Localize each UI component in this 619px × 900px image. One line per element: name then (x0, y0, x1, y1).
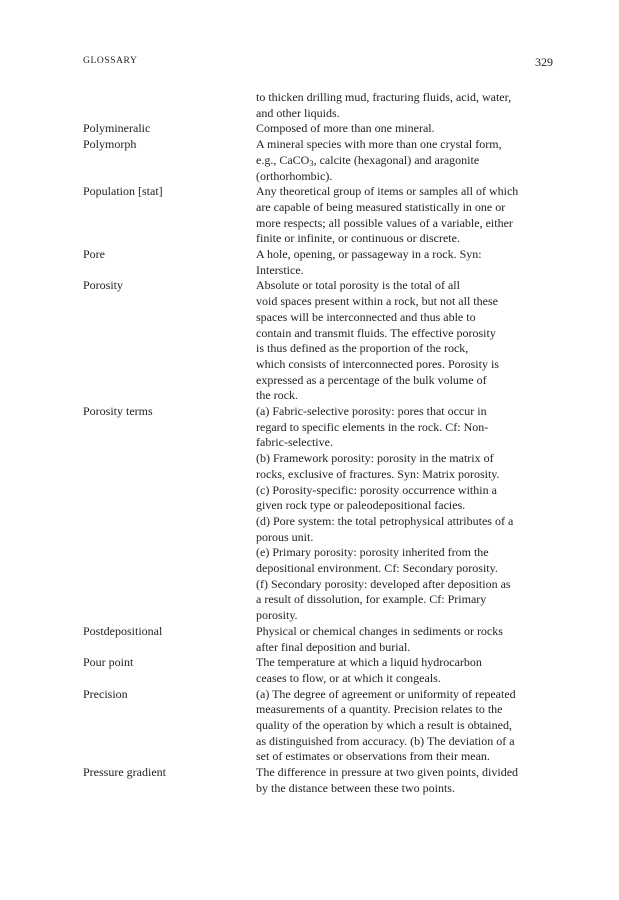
definition-line: (orthorhombic). (256, 168, 333, 183)
definition-line: (f) Secondary porosity: developed after deposition as (256, 576, 511, 591)
definition-line: given rock type or paleodepositional facies. (256, 498, 466, 513)
definition-line: (c) Porosity-specific: porosity occurrence within a (256, 482, 497, 497)
glossary-definition (256, 184, 558, 247)
definition-line: Absolute or total porosity is the total of all (256, 278, 460, 293)
definition-line: porous unit. (256, 529, 314, 544)
definition-line: is thus defined as the proportion of the rock, (256, 341, 469, 356)
glossary-definition (256, 655, 558, 686)
glossary-definition (256, 624, 558, 655)
definition-line: which consists of interconnected pores. Porosity is (256, 356, 499, 371)
definition-line: (a) Fabric-selective porosity: pores that occur in (256, 404, 487, 418)
glossary-definition (256, 137, 558, 184)
glossary-definition (256, 247, 558, 278)
definition-line: (d) Pore system: the total petrophysical attributes of a (256, 513, 514, 528)
glossary-term: Porosity terms (83, 404, 153, 418)
glossary-definition (256, 687, 558, 766)
definition-line: Interstice. (256, 262, 304, 277)
definition-line: (e) Primary porosity: porosity inherited from the (256, 545, 489, 560)
definition-line: The difference in pressure at two given points, divided (256, 765, 519, 780)
definition-line: Composed of more than one mineral. (256, 121, 435, 136)
glossary-term: Precision (83, 686, 128, 701)
definition-line: regard to specific elements in the rock. Cf: Non- (256, 419, 489, 434)
definition-line: void spaces present within a rock, but not all these (256, 294, 498, 309)
definition-line: Any theoretical group of items or samples all of which (256, 184, 519, 199)
definition-line: more respects; all possible values of a variable, either (256, 215, 513, 230)
definition-line: finite or infinite, or continuous or discrete. (256, 231, 460, 246)
definition-line: quality of the operation by which a result is obtained, (256, 718, 512, 732)
definition-line: depositional environment. Cf: Secondary porosity. (256, 561, 498, 576)
definition-line: fabric-selective. (256, 435, 333, 450)
definition-line: and other liquids. (256, 105, 340, 120)
definition-line: rocks, exclusive of fractures. Syn: Matrix porosity. (256, 466, 500, 481)
definition-line: e.g., CaCO3, calcite (hexagonal) and aragonite (256, 152, 480, 168)
definition-line: expressed as a percentage of the bulk volume of (256, 372, 487, 387)
glossary-term: Pressure gradient (83, 765, 166, 780)
definition-line: (a) The degree of agreement or uniformity of repeated (256, 686, 516, 701)
glossary-term: Polymineralic (83, 121, 151, 136)
definition-line: spaces will be interconnected and thus able to (256, 309, 476, 324)
definition-line: contain and transmit fluids. The effective porosity (256, 325, 496, 340)
glossary-term: Polymorph (83, 137, 137, 152)
definition-line: porosity. (256, 608, 298, 623)
definition-line: Physical or chemical changes in sediments or rocks (256, 623, 503, 638)
glossary-definition (256, 278, 558, 404)
glossary-definition (256, 404, 558, 624)
definition-line: ceases to flow, or at which it congeals. (256, 670, 441, 685)
definition-line: are capable of being measured statistically in one or (256, 199, 506, 214)
definition-line: A mineral species with more than one crystal form, (256, 137, 502, 152)
glossary-term: Pore (83, 247, 105, 261)
definition-line: measurements of a quantity. Precision relates to the (256, 702, 503, 717)
definition-line: A hole, opening, or passageway in a rock. Syn: (256, 247, 482, 261)
glossary-term: Porosity (83, 278, 124, 293)
glossary-definition (256, 90, 558, 121)
definition-line: to thicken drilling mud, fracturing fluids, acid, water, (256, 90, 512, 104)
page-number: 329 (535, 55, 553, 69)
definition-line: as distinguished from accuracy. (b) The deviation of a (256, 733, 515, 748)
definition-line: by the distance between these two points. (256, 780, 455, 795)
glossary-term: Pour point (83, 655, 134, 670)
definition-line: set of estimates or observations from their mean. (256, 749, 490, 764)
glossary-definition (256, 765, 558, 796)
definition-line: after final deposition and burial. (256, 639, 411, 654)
definition-line: a result of dissolution, for example. Cf: Primary (256, 592, 487, 607)
definition-line: the rock. (256, 388, 298, 403)
glossary-term: Population [stat] (83, 184, 163, 199)
definition-line: The temperature at which a liquid hydrocarbon (256, 655, 482, 670)
glossary-definition (256, 121, 558, 137)
definition-line: (b) Framework porosity: porosity in the matrix of (256, 451, 494, 466)
glossary-term: Postdepositional (83, 623, 163, 638)
running-header: GLOSSARY (83, 56, 138, 66)
